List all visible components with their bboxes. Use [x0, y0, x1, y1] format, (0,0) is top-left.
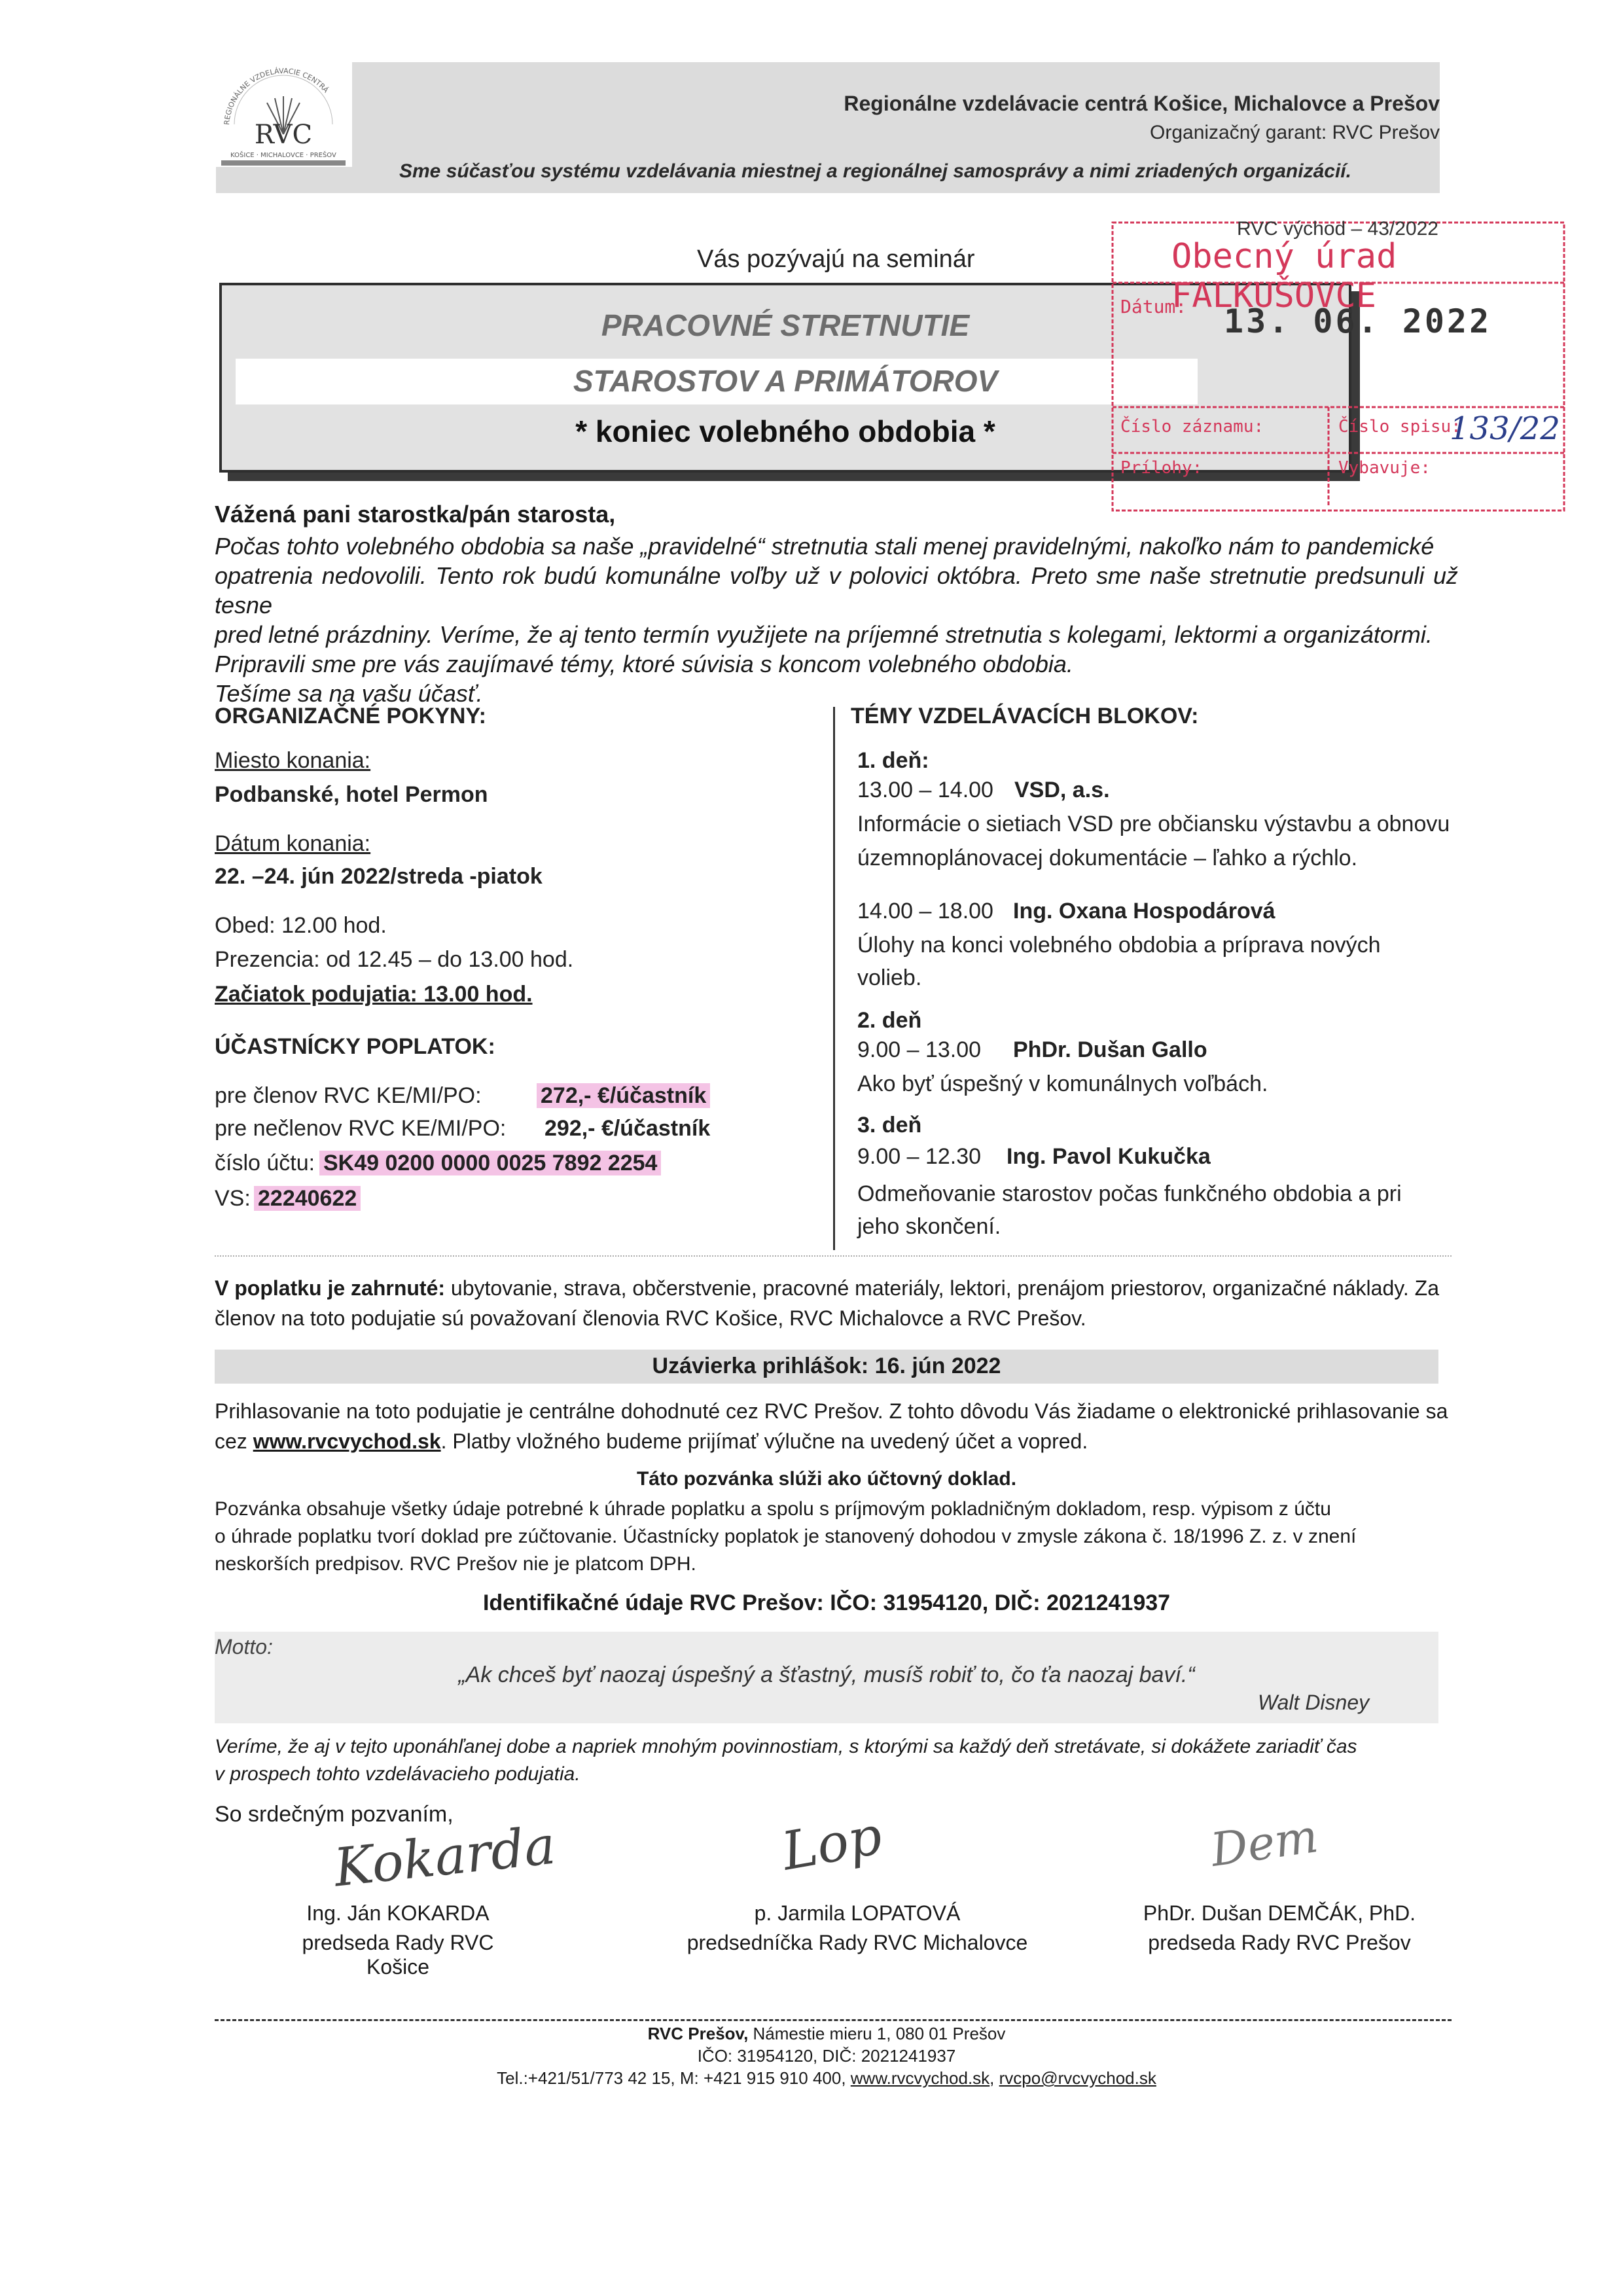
- registration-text: Prihlasovanie na toto podujatie je centrálne dohodnuté cez RVC Prešov. Z tohto dôvodu Vás žiadame o elektronické prihlasovanie sa: [215, 1399, 1448, 1423]
- stamp-file-value: 133/22: [1450, 410, 1560, 447]
- fee-includes: [215, 1276, 1458, 1300]
- logo-arc-text: REGIONÁLNE VZDELÁVACIE CENTRÁ: [223, 66, 330, 126]
- topics-heading: TÉMY VZDELÁVACÍCH BLOKOV:: [851, 704, 1199, 728]
- intro-line: pred letné prázdniny. Veríme, že aj tento termín využijete na príjemné stretnutia s kolegami, lektormi a organizátormi.: [215, 621, 1433, 648]
- day1-block1-time: 13.00 – 14.00: [857, 778, 993, 802]
- closing-line: v prospech tohto vzdelávacieho podujatia.: [215, 1763, 580, 1785]
- signatory-role: predseda Rady RVC Košice: [302, 1931, 494, 1979]
- footer-address: [215, 2022, 1438, 2045]
- invoice-line: Pozvánka obsahuje všetky údaje potrebné k úhrade poplatku a spolu s príjmovým pokladničným dokladom, resp. výpisom z účtu: [215, 1498, 1331, 1520]
- date-value: 22. –24. jún 2022/streda -piatok: [215, 864, 543, 889]
- stamp-office: Obecný úrad FALKUŠOVCE: [1171, 237, 1397, 315]
- system-line: Sme súčasťou systému vzdelávania miestnej a regionálnej samosprávy a nimi zriadených organizácií.: [399, 160, 1351, 182]
- rvc-logo-graphic: [215, 62, 352, 167]
- seminar-title-line1: PRACOVNÉ STRETNUTIE: [601, 308, 970, 342]
- column-divider: [833, 707, 835, 1250]
- fee-heading: ÚČASTNÍCKY POPLATOK:: [215, 1034, 495, 1059]
- logo-cities-text: KOŠICE · MICHALOVCE · PREŠOV: [230, 152, 336, 159]
- day1-block2-topic: Úlohy na konci volebného obdobia a príprava nových: [857, 933, 1381, 958]
- stamp-date-value: 13. 06. 2022: [1224, 302, 1492, 340]
- registration-link[interactable]: www.rvcvychod.sk: [253, 1429, 441, 1453]
- divider-line: [215, 1255, 1452, 1257]
- closing-line: Veríme, že aj v tejto uponáhľanej dobe a napriek mnohým povinnostiam, s ktorými sa každý deň stretávate, si dokážete zariadiť čas: [215, 1736, 1357, 1757]
- rvc-logo: [215, 62, 352, 167]
- signature-kokarda: Kokarda: [331, 1814, 559, 1899]
- signatory-name: p. Jarmila LOPATOVÁ: [754, 1901, 961, 1925]
- motto-quote: „Ak chceš byť naozaj úspešný a šťastný, musíš robiť to, čo ťa naozaj baví.“: [458, 1662, 1195, 1687]
- footer: [215, 2009, 1438, 2089]
- day3-topic: Odmeňovanie starostov počas funkčného obdobia a pri: [857, 1181, 1402, 1206]
- fee-members-amount: 272,- €/účastník: [537, 1083, 710, 1108]
- day1-label: 1. deň:: [857, 748, 929, 773]
- signatory-name: Ing. Ján KOKARDA: [306, 1901, 490, 1925]
- signatory-name: PhDr. Dušan DEMČÁK, PhD.: [1143, 1901, 1416, 1925]
- logo-rvc-text: RVC: [254, 120, 313, 150]
- start-time: Začiatok podujatia: 13.00 hod.: [215, 982, 533, 1007]
- org-name: Regionálne vzdelávacie centrá Košice, Michalovce a Prešov: [844, 92, 1440, 115]
- intro-paragraph: [215, 531, 1458, 708]
- day1-block1-topic: územnoplánovacej dokumentácie – ľahko a rýchlo.: [857, 846, 1358, 870]
- motto-label: Motto:: [215, 1635, 273, 1659]
- day3-lecturer: Ing. Pavol Kukučka: [1007, 1144, 1211, 1169]
- registration-deadline: Uzávierka prihlášok: 16. jún 2022: [652, 1354, 1001, 1378]
- stamp-handles-label: Vybavuje:: [1338, 458, 1431, 478]
- stamp-date-label: Dátum:: [1120, 296, 1187, 317]
- organizer-line: Organizačný garant: RVC Prešov: [1150, 122, 1440, 143]
- signatory-role: predseda Rady RVC Prešov: [1148, 1931, 1411, 1954]
- date-label: Dátum konania:: [215, 831, 371, 856]
- closing-paragraph: [215, 1733, 1357, 1788]
- seminar-title-line2: STAROSTOV A PRIMÁTOROV: [573, 364, 998, 398]
- day2-topic: Ako byť úspešný v komunálnych voľbách.: [857, 1071, 1268, 1096]
- day1-block2-time: 14.00 – 18.00: [857, 899, 993, 924]
- vs-value: [254, 1186, 361, 1211]
- fee-members-value: [537, 1083, 710, 1109]
- day1-block2-topic: volieb.: [857, 965, 922, 990]
- day3-topic: jeho skončení.: [857, 1214, 1001, 1239]
- day1-block1-lecturer: VSD, a.s.: [1014, 778, 1110, 802]
- fee-includes-label: V poplatku je zahrnuté:: [215, 1276, 446, 1300]
- invoice-line: o úhrade poplatku tvorí doklad pre zúčtovanie. Účastnícky poplatok je stanovený dohodou v zmysle zákona č. 18/1996 Z. z. v znení: [215, 1526, 1357, 1547]
- footer-org: RVC Prešov,: [647, 2024, 749, 2043]
- fee-nonmembers-label: pre nečlenov RVC KE/MI/PO:: [215, 1116, 507, 1141]
- intro-line: Tešíme sa na vašu účasť.: [215, 680, 483, 707]
- day3-label: 3. deň: [857, 1113, 922, 1138]
- motto-author: Walt Disney: [1258, 1691, 1370, 1714]
- lunch-time: Obed: 12.00 hod.: [215, 913, 387, 938]
- intro-line: opatrenia nedovolili. Tento rok budú komunálne voľby už v polovici októbra. Preto sme naše stretnutie predsunuli už tesne: [215, 562, 1458, 619]
- stamp-record-label: Číslo záznamu:: [1120, 417, 1264, 437]
- invoice-line: neskorších predpisov. RVC Prešov nie je platcom DPH.: [215, 1553, 696, 1575]
- footer-separator: ,: [990, 2068, 999, 2088]
- registration-text-line2: [215, 1429, 1088, 1454]
- footer-address-text: Námestie mieru 1, 080 01 Prešov: [748, 2024, 1006, 2043]
- invite-line: Vás pozývajú na seminár: [697, 245, 975, 273]
- identification-line: Identifikačné údaje RVC Prešov: IČO: 31954120, DIČ: 2021241937: [482, 1590, 1171, 1615]
- greeting: Vážená pani starostka/pán starosta,: [215, 501, 616, 528]
- intro-line: Pripravili sme pre vás zaujímavé témy, ktoré súvisia s koncom volebného obdobia.: [215, 651, 1073, 677]
- intro-line: Počas tohto volebného obdobia sa naše „pravidelné“ stretnutia stali menej pravidelnými, nakoľko nám to pandemické: [215, 533, 1435, 560]
- day3-time: 9.00 – 12.30: [857, 1144, 982, 1169]
- venue-label: Miesto konania:: [215, 748, 371, 773]
- invoice-text: [215, 1496, 1356, 1578]
- registration-time: Prezencia: od 12.45 – do 13.00 hod.: [215, 947, 574, 972]
- stamp-attachments-label: Prílohy:: [1120, 458, 1203, 478]
- day1-block2-lecturer: Ing. Oxana Hospodárová: [1013, 899, 1275, 924]
- footer-web-link[interactable]: www.rvcvychod.sk: [850, 2068, 990, 2088]
- fee-members-label: pre členov RVC KE/MI/PO:: [215, 1083, 482, 1108]
- registration-text-post: . Platby vložného budeme prijímať výlučne na uvedený účet a vopred.: [440, 1429, 1088, 1453]
- signatory-role: predsedníčka Rady RVC Michalovce: [687, 1931, 1028, 1954]
- account-label: číslo účtu:: [215, 1151, 315, 1175]
- signature-demcak: Dem: [1207, 1808, 1321, 1878]
- regards: So srdečným pozvaním,: [215, 1802, 454, 1827]
- day2-label: 2. deň: [857, 1008, 922, 1033]
- day2-lecturer: PhDr. Dušan Gallo: [1013, 1037, 1207, 1062]
- account-value: [319, 1151, 661, 1176]
- fee-nonmembers-value: 292,- €/účastník: [544, 1116, 711, 1141]
- registration-text-pre: cez: [215, 1429, 253, 1453]
- seminar-title-line3: * koniec volebného obdobia *: [575, 414, 995, 448]
- registry-stamp: [1106, 211, 1571, 518]
- footer-email-link[interactable]: rvcpo@rvcvychod.sk: [999, 2068, 1156, 2088]
- footer-ids: IČO: 31954120, DIČ: 2021241937: [697, 2046, 956, 2066]
- signature-lopatova: Lop: [777, 1804, 887, 1882]
- venue-value: Podbanské, hotel Permon: [215, 782, 488, 807]
- footer-contact: [215, 2067, 1438, 2089]
- day1-block1-topic: Informácie o sietiach VSD pre občiansku výstavbu a obnovu: [857, 812, 1450, 836]
- fee-includes-line2: členov na toto podujatie sú považovaní členovia RVC Košice, RVC Michalovce a RVC Prešov.: [215, 1306, 1086, 1330]
- account-number: SK49 0200 0000 0025 7892 2254: [319, 1151, 661, 1175]
- footer-phones: Tel.:+421/51/773 42 15, M: +421 915 910 400,: [497, 2068, 851, 2088]
- fee-includes-text: ubytovanie, strava, občerstvenie, pracovné materiály, lektori, prenájom priestorov, organizačné náklady. Za: [445, 1276, 1439, 1300]
- vs-label: VS:: [215, 1186, 251, 1211]
- invoice-heading: Táto pozvánka slúži ako účtovný doklad.: [636, 1468, 1017, 1490]
- vs-number: 22240622: [254, 1186, 361, 1211]
- stamp-file-label: Číslo spisu:: [1338, 417, 1461, 437]
- reference-number: RVC východ – 43/2022: [1237, 218, 1438, 240]
- day2-time: 9.00 – 13.00: [857, 1037, 982, 1062]
- organization-heading: ORGANIZAČNÉ POKYNY:: [215, 704, 486, 728]
